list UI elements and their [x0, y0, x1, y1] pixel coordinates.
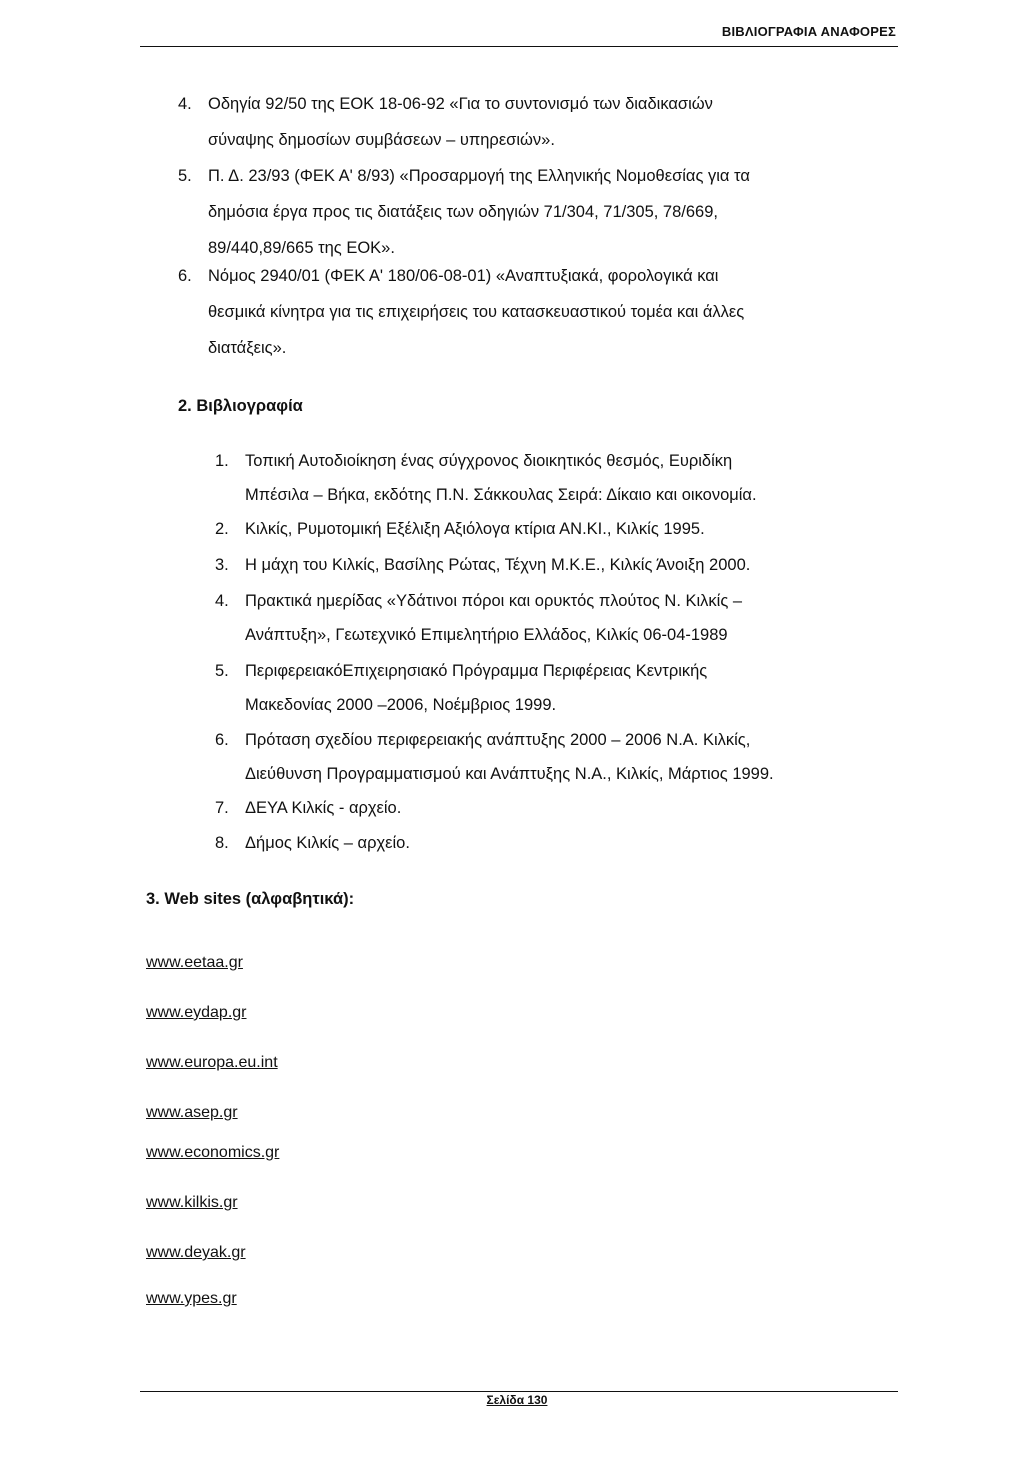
website-link[interactable]: www.asep.gr	[146, 1104, 238, 1121]
website-link[interactable]: www.eydap.gr	[146, 1004, 247, 1021]
item-line: Διεύθυνση Προγραμματισμού και Ανάπτυξης Ν.Α., Κιλκίς, Μάρτιος 1999.	[245, 765, 774, 783]
website-link[interactable]: www.eetaa.gr	[146, 954, 243, 971]
item-line: Οδηγία 92/50 της ΕΟΚ 18-06-92 «Για το συντονισμό των διαδικασιών	[208, 95, 713, 113]
website-link[interactable]: www.ypes.gr	[146, 1290, 237, 1307]
website-link[interactable]: www.kilkis.gr	[146, 1194, 238, 1211]
item-line: Πρόταση σχεδίου περιφερειακής ανάπτυξης 2000 – 2006 Ν.Α. Κιλκίς,	[245, 731, 751, 749]
item-number: 4.	[178, 95, 192, 113]
item-number: 3.	[215, 556, 229, 574]
item-number: 2.	[215, 520, 229, 538]
header-rule	[140, 46, 898, 47]
item-number: 5.	[178, 167, 192, 185]
item-line: Η μάχη του Κιλκίς, Βασίλης Ρώτας, Τέχνη Μ.Κ.Ε., Κιλκίς Άνοιξη 2000.	[245, 556, 751, 574]
item-line: Πρακτικά ημερίδας «Υδάτινοι πόροι και ορυκτός πλούτος Ν. Κιλκίς –	[245, 592, 743, 610]
item-line: ΔΕΥΑ Κιλκίς - αρχείο.	[245, 799, 402, 817]
item-line: Νόμος 2940/01 (ΦΕΚ Α' 180/06-08-01) «Αναπτυξιακά, φορολογικά και	[208, 267, 719, 285]
item-number: 8.	[215, 834, 229, 852]
item-line: 89/440,89/665 της ΕΟΚ».	[208, 239, 395, 257]
bibliography-heading: 2. Βιβλιογραφία	[178, 397, 303, 415]
item-number: 6.	[215, 731, 229, 749]
page-number: Σελίδα 130	[486, 1393, 548, 1407]
item-line: Μπέσιλα – Βήκα, εκδότης Π.Ν. Σάκκουλας Σειρά: Δίκαιο και οικονομία.	[245, 486, 757, 504]
websites-heading: 3. Web sites (αλφαβητικά):	[146, 890, 355, 908]
item-line: ΠεριφερειακόΕπιχειρησιακό Πρόγραμμα Περιφέρειας Κεντρικής	[245, 662, 708, 680]
item-line: Ανάπτυξη», Γεωτεχνικό Επιμελητήριο Ελλάδος, Κιλκίς 06-04-1989	[245, 626, 728, 644]
item-line: Τοπική Αυτοδιοίκηση ένας σύγχρονος διοικητικός θεσμός, Ευριδίκη	[245, 452, 733, 470]
item-line: Κιλκίς, Ρυμοτομική Εξέλιξη Αξιόλογα κτίρια ΑΝ.ΚΙ., Κιλκίς 1995.	[245, 520, 705, 538]
item-line: διατάξεις».	[208, 339, 287, 357]
item-number: 7.	[215, 799, 229, 817]
item-line: θεσμικά κίνητρα για τις επιχειρήσεις του κατασκευαστικού τομέα και άλλες	[208, 303, 745, 321]
footer-rule	[140, 1391, 898, 1392]
item-line: Μακεδονίας 2000 –2006, Νοέμβριος 1999.	[245, 696, 557, 714]
item-line: σύναψης δημοσίων συμβάσεων – υπηρεσιών».	[208, 131, 555, 149]
item-number: 6.	[178, 267, 192, 285]
website-link[interactable]: www.europa.eu.int	[146, 1054, 278, 1071]
item-number: 1.	[215, 452, 229, 470]
item-line: δημόσια έργα προς τις διατάξεις των οδηγιών 71/304, 71/305, 78/669,	[208, 203, 718, 221]
item-line: Π. Δ. 23/93 (ΦΕΚ Α' 8/93) «Προσαρμογή της Ελληνικής Νομοθεσίας για τα	[208, 167, 750, 185]
running-header: ΒΙΒΛΙΟΓΡΑΦΙΑ ΑΝΑΦΟΡΕΣ	[721, 24, 896, 39]
item-line: Δήμος Κιλκίς – αρχείο.	[245, 834, 410, 852]
item-number: 5.	[215, 662, 229, 680]
website-link[interactable]: www.deyak.gr	[146, 1244, 246, 1261]
item-number: 4.	[215, 592, 229, 610]
website-link[interactable]: www.economics.gr	[146, 1144, 280, 1161]
